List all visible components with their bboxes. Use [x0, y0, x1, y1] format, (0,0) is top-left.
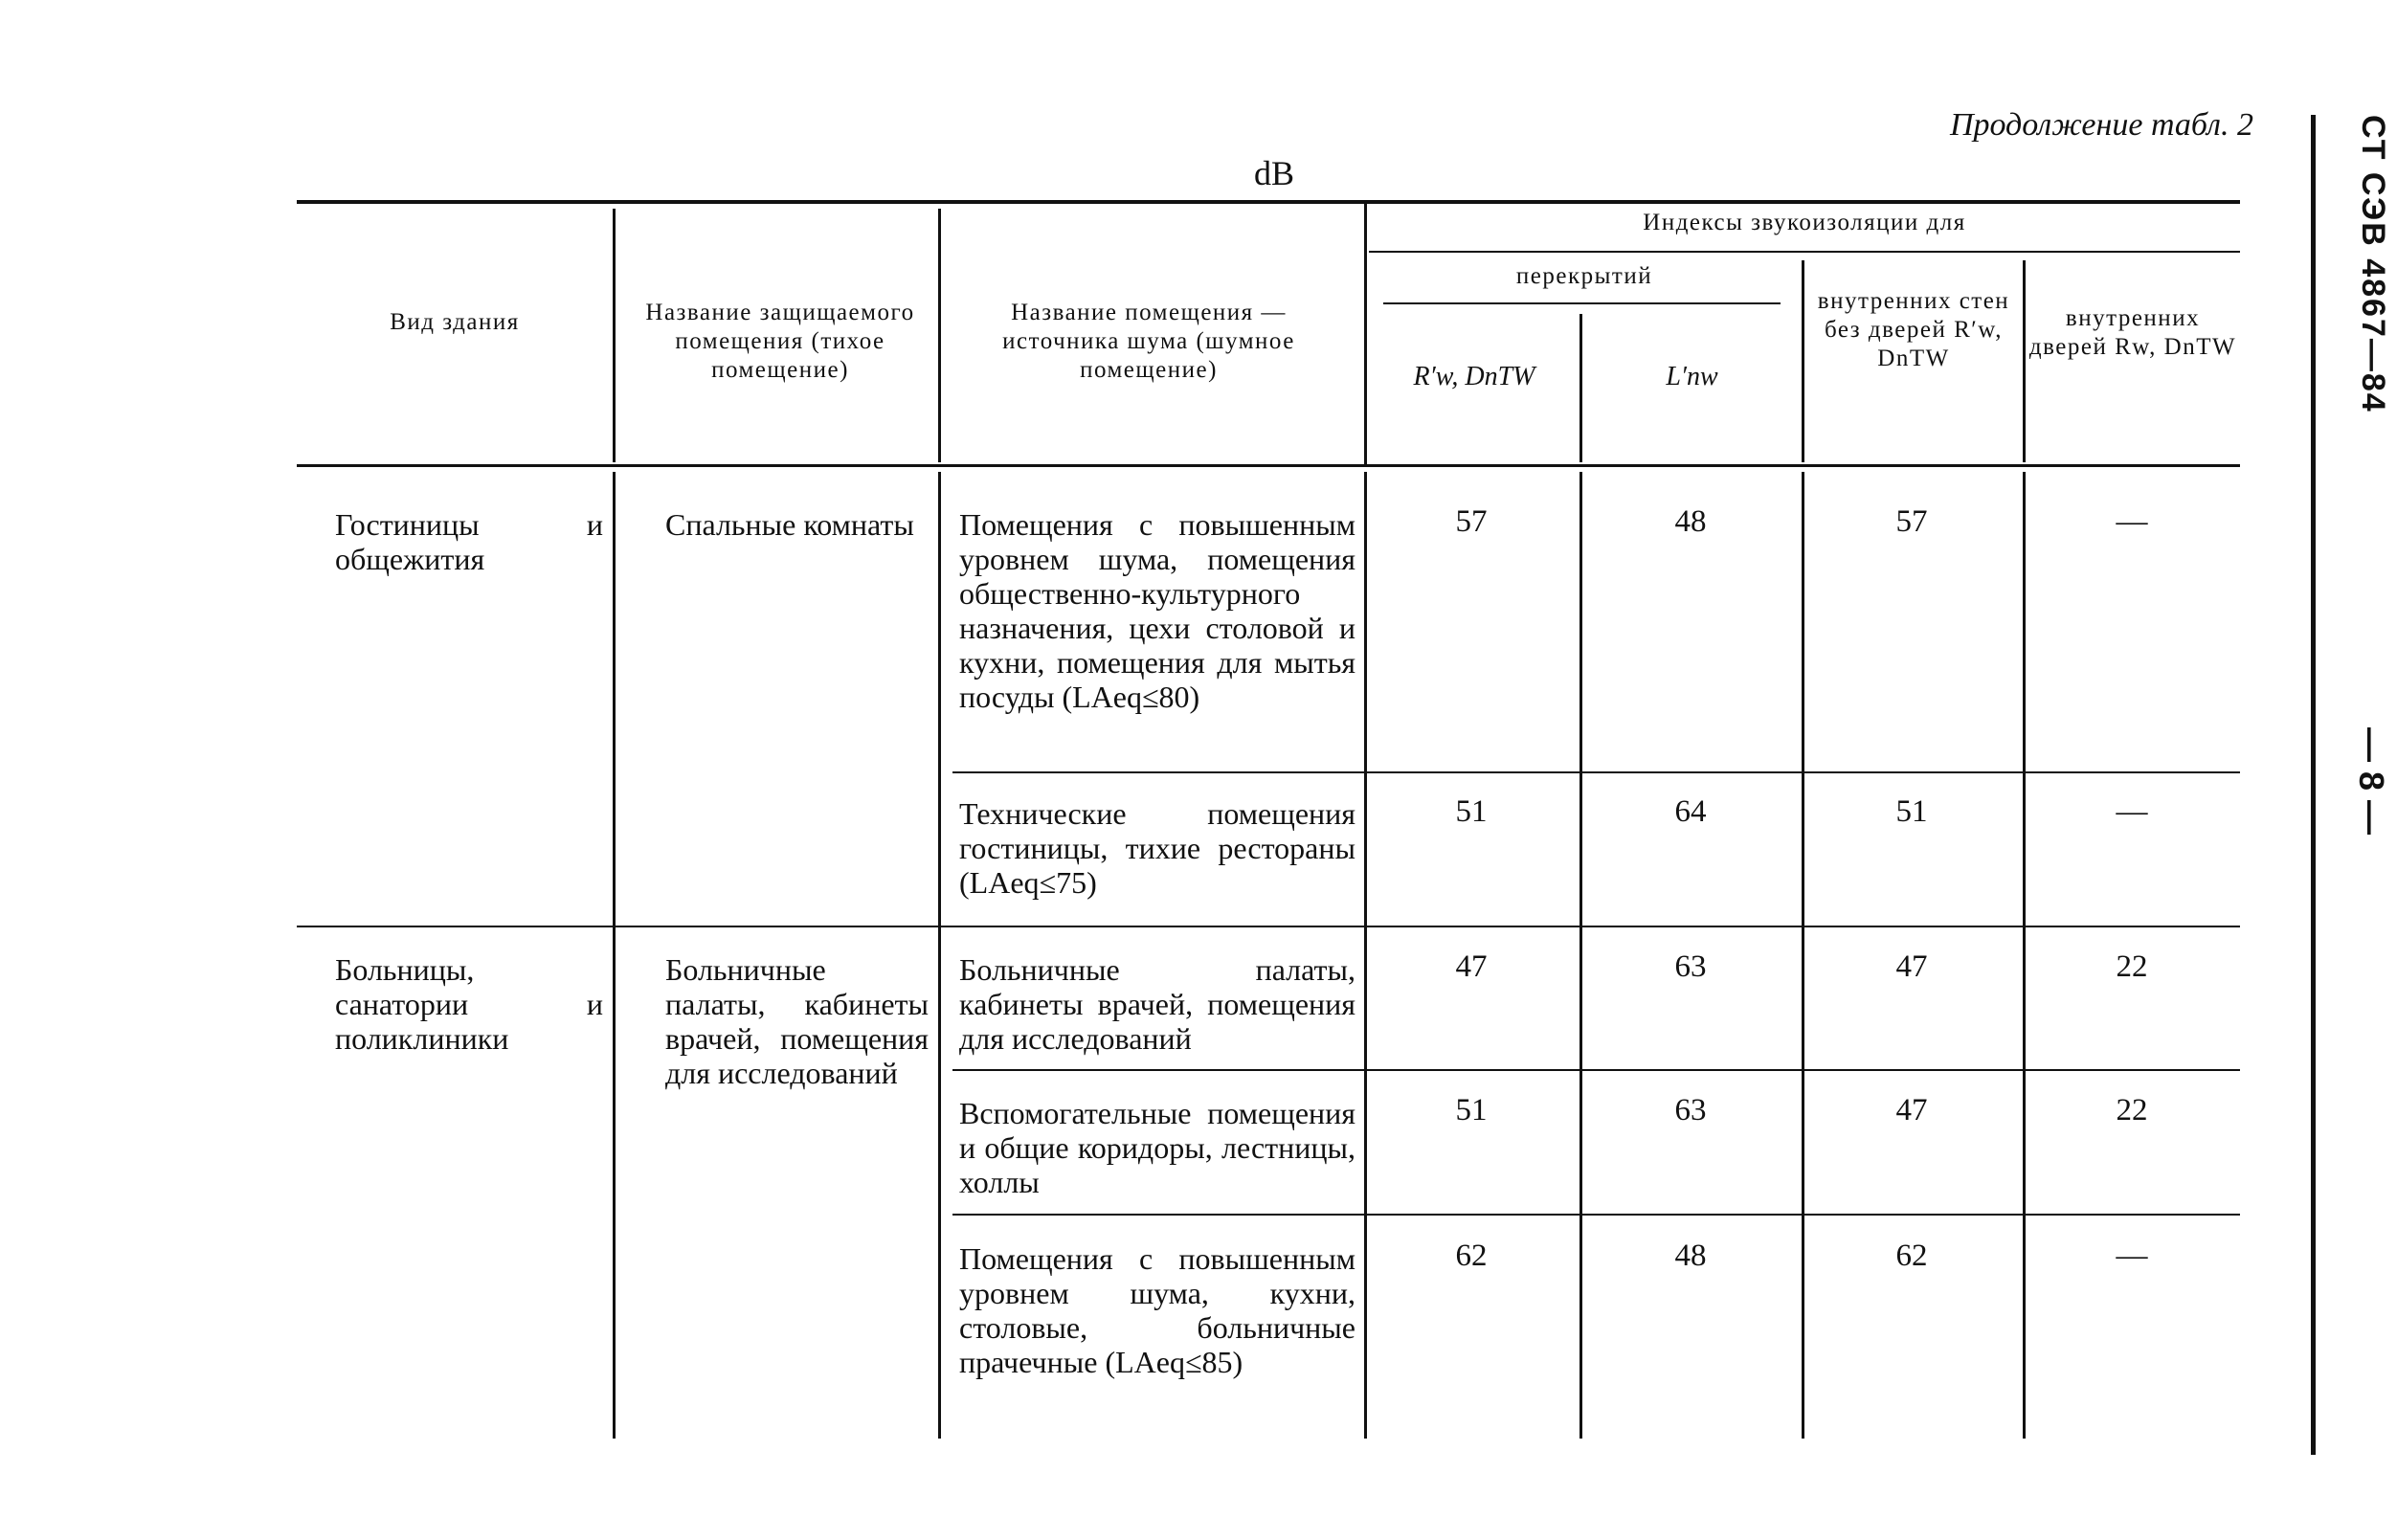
row3-walls: 47	[1895, 949, 1928, 984]
row-rule	[952, 1214, 2240, 1216]
header-floors: перекрытий	[1515, 263, 1653, 289]
margin-rule	[2311, 115, 2316, 1455]
row5-doors: —	[2116, 1239, 2148, 1273]
row1-floor-impact: 48	[1674, 504, 1707, 539]
col-divider	[613, 472, 616, 1439]
row5-floor-impact: 48	[1674, 1239, 1707, 1273]
subgroup-rule	[1383, 302, 1781, 304]
row1-floor-airborne: 57	[1455, 504, 1488, 539]
header-noise-room: Название помещения — источника шума (шумное помещение)	[1002, 300, 1295, 383]
row2-floor-airborne: 51	[1455, 794, 1488, 829]
header-floor-impact-index: L′nw	[1666, 362, 1718, 391]
row3-quiet-room: Больничные палаты, кабинеты врачей, помещения для исследований	[665, 952, 929, 1090]
header-floor-airborne-index: R′w, DnTW	[1413, 362, 1535, 391]
table-top-rule	[297, 200, 2240, 204]
col-divider	[1802, 472, 1804, 1439]
col-divider	[938, 209, 941, 462]
side-margin	[2311, 115, 2397, 1455]
row1-doors: —	[2116, 504, 2148, 539]
header-bottom-rule	[297, 464, 2240, 467]
col-divider	[1364, 472, 1367, 1439]
row4-floor-impact: 63	[1674, 1093, 1707, 1127]
header-isolation-group: Индексы звукоизоляции для	[1643, 210, 1966, 235]
row-rule	[297, 926, 2240, 927]
continuation-note: Продолжение табл. 2	[1949, 107, 2253, 143]
row4-walls: 47	[1895, 1093, 1928, 1127]
row3-doors: 22	[2116, 949, 2148, 984]
row3-floor-airborne: 47	[1455, 949, 1488, 984]
row2-floor-impact: 64	[1674, 794, 1707, 829]
header-building-type: Вид здания	[390, 309, 520, 335]
col-divider	[613, 209, 616, 462]
col-divider	[2023, 472, 2026, 1439]
col-divider	[1364, 201, 1367, 464]
standard-label-text: СТ СЭВ 4867—84	[2355, 115, 2391, 413]
col-divider	[1579, 472, 1582, 1439]
row3-building: Больницы, санатории и поликлиники	[335, 952, 603, 1056]
group-rule	[1369, 251, 2240, 253]
row5-floor-airborne: 62	[1455, 1239, 1488, 1273]
row-rule	[952, 771, 2240, 773]
row1-walls: 57	[1895, 504, 1928, 539]
header-quiet-room: Название защищаемого помещения (тихое помещение)	[645, 300, 915, 383]
row1-quiet-room: Спальные комнаты	[665, 507, 914, 542]
row2-noise-room: Технические помещения гостиницы, тихие рестораны (LAeq≤75)	[959, 796, 1355, 900]
page-number	[2349, 727, 2391, 919]
col-divider	[938, 472, 941, 1439]
header-walls: внутренних стен без дверей R′w, DnTW	[1817, 288, 2010, 371]
row3-floor-impact: 63	[1674, 949, 1707, 984]
standard-label	[2349, 115, 2391, 708]
row4-floor-airborne: 51	[1455, 1093, 1488, 1127]
row2-walls: 51	[1895, 794, 1928, 829]
row3-noise-room: Больничные палаты, кабинеты врачей, помещения для исследований	[959, 952, 1355, 1056]
row5-noise-room: Помещения с повышенным уровнем шума, кухни, столовые, больничные прачечные (LAeq≤85)	[959, 1241, 1355, 1379]
row-rule	[952, 1069, 2240, 1071]
row5-walls: 62	[1895, 1239, 1928, 1273]
row1-building: Гостиницы и общежития	[335, 507, 603, 576]
row2-doors: —	[2116, 794, 2148, 829]
row1-noise-room: Помещения с повышенным уровнем шума, помещения общественно-культурного назначения, цехи столовой и кухни, помещения для мытья посуды (LAeq≤80)	[959, 507, 1355, 714]
row4-doors: 22	[2116, 1093, 2148, 1127]
row4-noise-room: Вспомогательные помещения и общие коридоры, лестницы, холлы	[959, 1096, 1355, 1199]
header-doors: внутренних дверей Rw, DnTW	[2028, 305, 2237, 360]
page-number-text: — 8 —	[2352, 727, 2391, 836]
unit-label: dB	[1254, 154, 1295, 192]
